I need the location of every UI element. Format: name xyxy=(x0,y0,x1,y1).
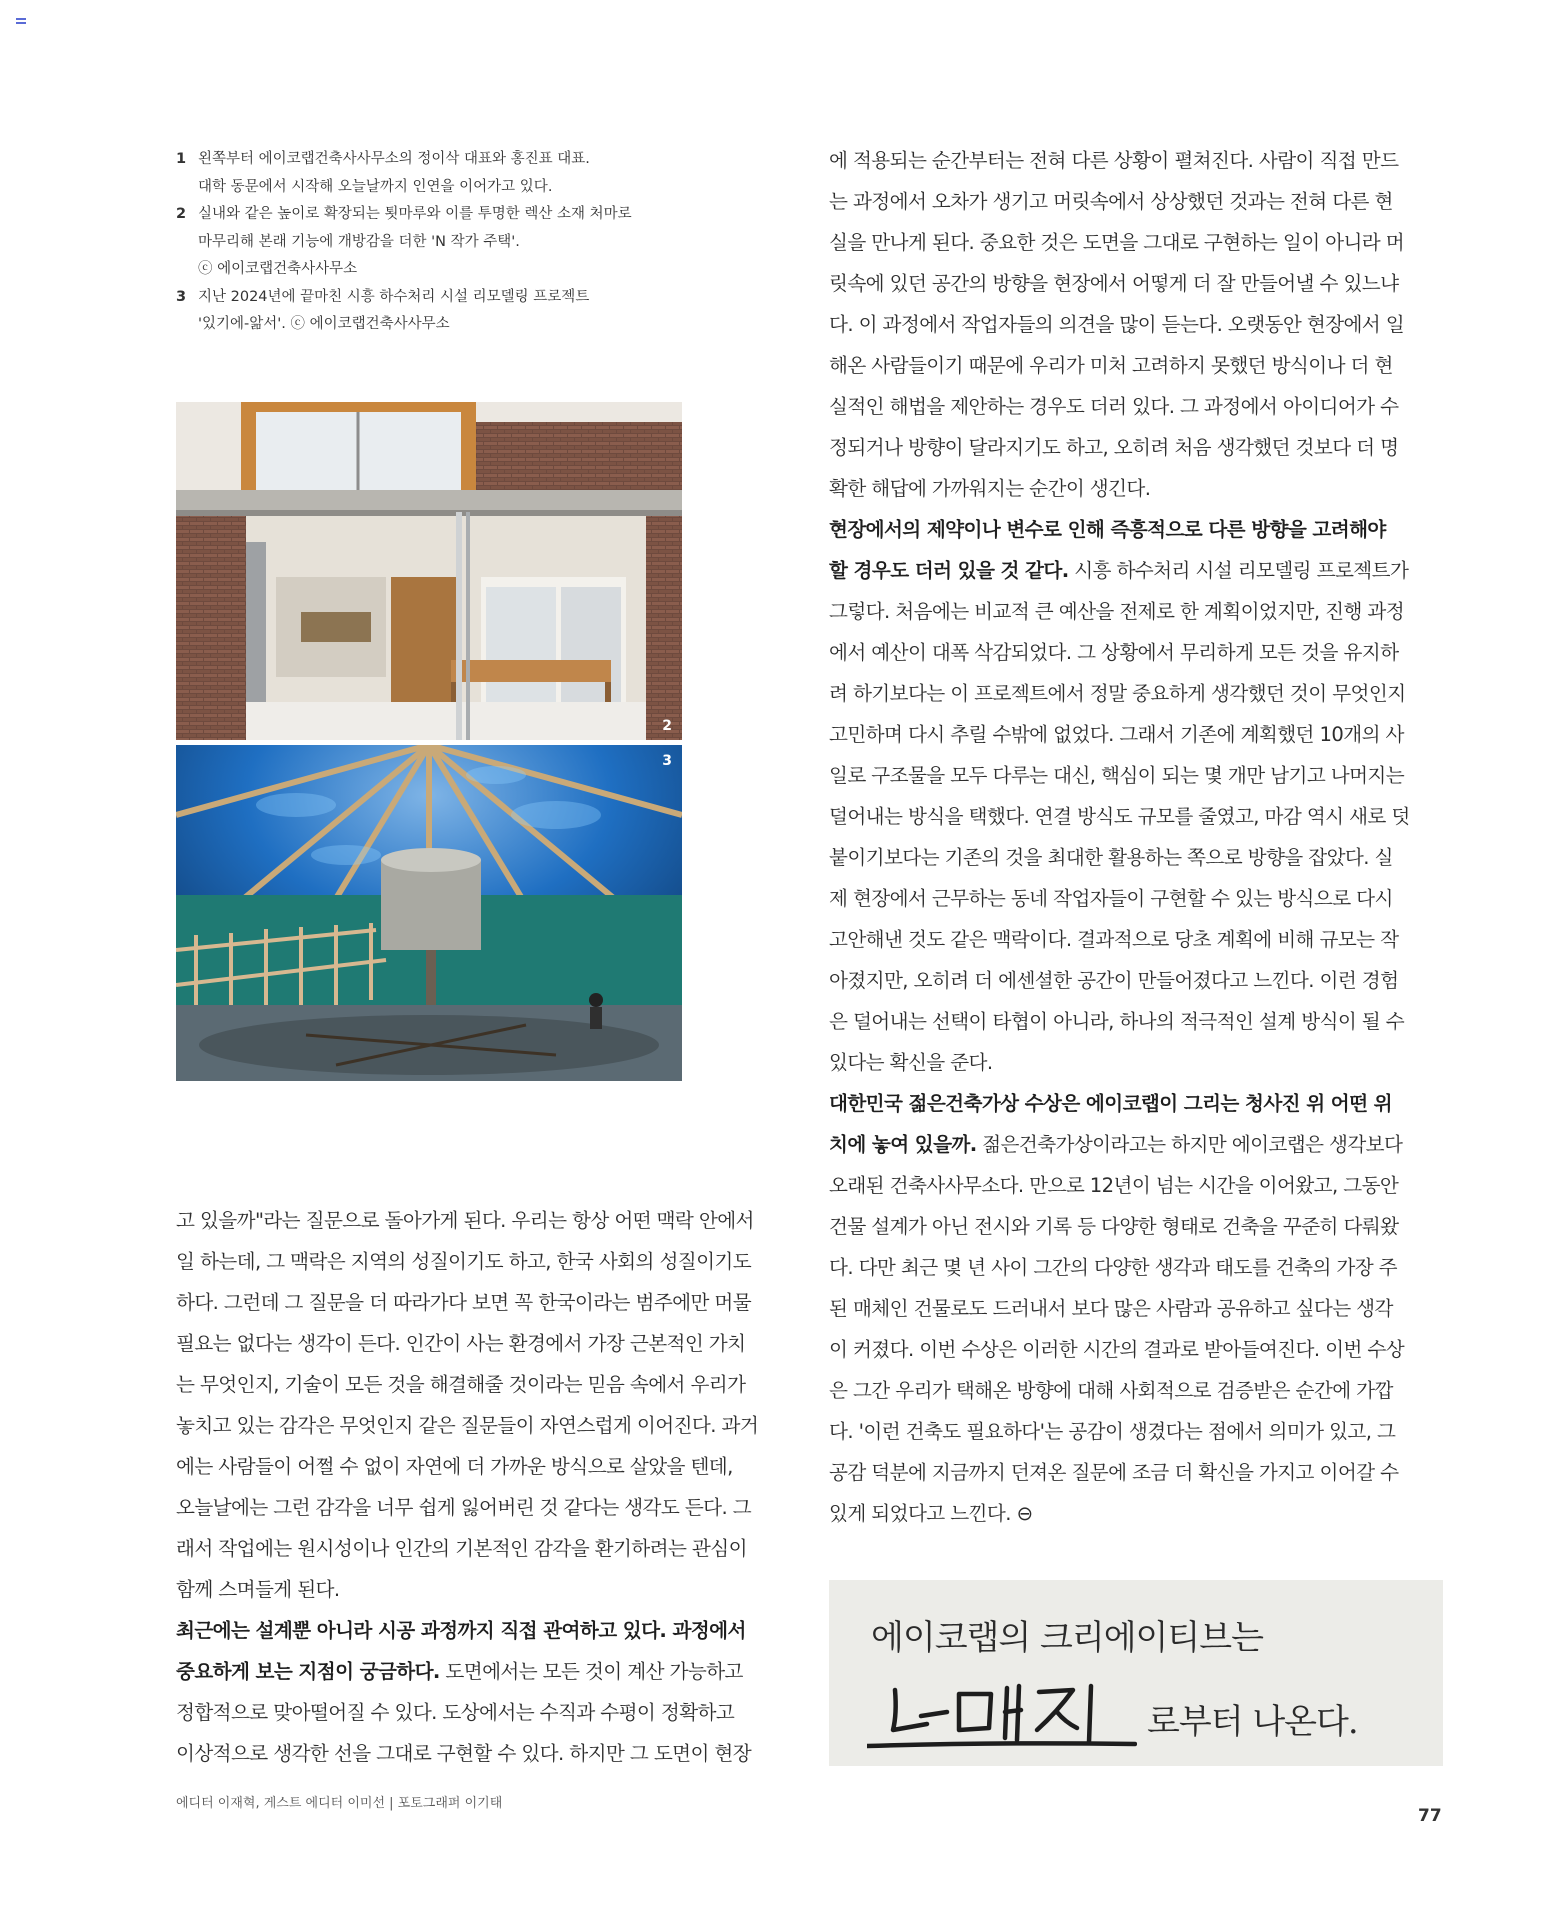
caption-2 xyxy=(176,201,696,284)
body-line: 는 과정에서 오차가 생기고 머릿속에서 상상했던 것과는 전혀 다른 현 xyxy=(829,190,1393,213)
pull-quote-box xyxy=(829,1580,1443,1766)
caption-3 xyxy=(176,284,696,339)
body-line: 고민하며 다시 추릴 수밖에 없었다. 그래서 기존에 계획했던 10개의 사 xyxy=(829,723,1404,746)
body-line: 실을 만나게 된다. 중요한 것은 도면을 그대로 구현하는 일이 아니라 머 xyxy=(829,231,1405,254)
body-line: 에 적용되는 순간부터는 전혀 다른 상황이 펼쳐진다. 사람이 직접 만드 xyxy=(829,149,1399,172)
interview-question-line: 할 경우도 더러 있을 것 같다. 시흥 하수처리 시설 리모델링 프로젝트가 xyxy=(829,559,1409,582)
body-line: 에는 사람들이 어쩔 수 없이 자연에 더 가까운 방식으로 살았을 텐데, xyxy=(176,1455,733,1478)
body-line: 덜어내는 방식을 택했다. 연결 방식도 규모를 줄였고, 마감 역시 새로 덧 xyxy=(829,805,1410,828)
body-line: 있게 되었다고 느낀다. ⊖ xyxy=(829,1502,1033,1525)
caption-line: 왼쪽부터 에이코랩건축사사무소의 정이삭 대표와 홍진표 대표. xyxy=(198,151,590,167)
body-line: 이상적으로 생각한 선을 그대로 구현할 수 있다. 하지만 그 도면이 현장 xyxy=(176,1742,752,1765)
body-line: 오늘날에는 그런 감각을 너무 쉽게 잃어버린 것 같다는 생각도 든다. 그 xyxy=(176,1496,752,1519)
body-line: 정되거나 방향이 달라지기도 하고, 오히려 처음 생각했던 것보다 더 명 xyxy=(829,436,1399,459)
body-line: 놓치고 있는 감각은 무엇인지 같은 질문들이 자연스럽게 이어진다. 과거 xyxy=(176,1414,759,1437)
body-line: 아졌지만, 오히려 더 에센셜한 공간이 만들어졌다고 느낀다. 이런 경험 xyxy=(829,969,1399,992)
page-number: 77 xyxy=(1418,1806,1442,1826)
pull-quote-line-2: 로부터 나온다. xyxy=(1147,1702,1358,1742)
body-line: 공감 덕분에 지금까지 던져온 질문에 조금 더 확신을 가지고 이어갈 수 xyxy=(829,1461,1399,1484)
caption-line: 대학 동문에서 시작해 오늘날까지 인연을 이어가고 있다. xyxy=(198,178,553,195)
photo-house-terrace xyxy=(176,402,682,740)
photo-number-badge: 2 xyxy=(662,718,672,734)
body-line: 확한 해답에 가까워지는 순간이 생긴다. xyxy=(829,477,1151,500)
body-line: 은 덜어내는 선택이 타협이 아니라, 하나의 적극적인 설계 방식이 될 수 xyxy=(829,1010,1405,1033)
dome-illustration xyxy=(176,745,682,1081)
interview-question-line: 중요하게 보는 지점이 궁금하다. 도면에서는 모든 것이 계산 가능하고 xyxy=(176,1660,743,1683)
body-line: 된 매체인 건물로도 드러내서 보다 많은 사람과 공유하고 싶다는 생각 xyxy=(829,1297,1393,1320)
body-line: 다. '이런 건축도 필요하다'는 공감이 생겼다는 점에서 의미가 있고, 그 xyxy=(829,1420,1396,1443)
body-line: 일로 구조물을 모두 다루는 대신, 핵심이 되는 몇 개만 남기고 나머지는 xyxy=(829,764,1405,787)
caption-line: 실내와 같은 높이로 확장되는 툇마루와 이를 투명한 렉산 소재 처마로 xyxy=(198,206,632,222)
body-line: 릿속에 있던 공간의 방향을 현장에서 어떻게 더 잘 만들어낼 수 있느냐 xyxy=(829,272,1399,295)
interview-question-line: 대한민국 젊은건축가상 수상은 에이코랩이 그리는 청사진 위 어떤 위 xyxy=(829,1092,1392,1115)
body-line: 함께 스며들게 된다. xyxy=(176,1578,340,1601)
body-line: 에서 예산이 대폭 삭감되었다. 그 상황에서 무리하게 모든 것을 유지하 xyxy=(829,641,1399,664)
caption-1 xyxy=(176,146,696,201)
body-column-left xyxy=(176,1200,792,1774)
body-line: 고안해낸 것도 같은 맥락이다. 결과적으로 당초 계획에 비해 규모는 작 xyxy=(829,928,1399,951)
body-line: 고 있을까"라는 질문으로 돌아가게 된다. 우리는 항상 어떤 맥락 안에서 xyxy=(176,1209,754,1232)
body-line: 제 현장에서 근무하는 동네 작업자들이 구현할 수 있는 방식으로 다시 xyxy=(829,887,1393,910)
interview-question-line: 치에 놓여 있을까. 젊은건축가상이라고는 하지만 에이코랩은 생각보다 xyxy=(829,1133,1403,1156)
house-illustration xyxy=(176,402,682,740)
photo-number-badge: 3 xyxy=(662,753,672,769)
interview-question-line: 최근에는 설계뿐 아니라 시공 과정까지 직접 관여하고 있다. 과정에서 xyxy=(176,1619,746,1642)
body-line: 래서 작업에는 원시성이나 인간의 기본적인 감각을 환기하려는 관심이 xyxy=(176,1537,747,1560)
body-line: 붙이기보다는 기존의 것을 최대한 활용하는 쪽으로 방향을 잡았다. 실 xyxy=(829,846,1393,869)
body-line: 해온 사람들이기 때문에 우리가 미처 고려하지 못했던 방식이나 더 현 xyxy=(829,354,1393,377)
body-line: 다. 다만 최근 몇 년 사이 그간의 다양한 생각과 태도를 건축의 가장 주 xyxy=(829,1256,1398,1279)
body-line: 려 하기보다는 이 프로젝트에서 정말 중요하게 생각했던 것이 무엇인지 xyxy=(829,682,1406,705)
caption-line: '있기에-앎서'. ⓒ 에이코랩건축사사무소 xyxy=(198,316,450,332)
body-line: 하다. 그런데 그 질문을 더 따라가다 보면 꼭 한국이라는 범주에만 머물 xyxy=(176,1291,752,1314)
caption-number: 2 xyxy=(176,206,187,222)
photo-credits: 에디터 이재혁, 게스트 에디터 이미선 | 포토그래퍼 이기태 xyxy=(176,1796,503,1811)
pull-quote-line-1: 에이코랩의 크리에이티브는 xyxy=(871,1618,1263,1658)
caption-number: 1 xyxy=(176,151,187,167)
body-column-right xyxy=(829,140,1445,1534)
body-line: 일 하는데, 그 맥락은 지역의 성질이기도 하고, 한국 사회의 성질이기도 xyxy=(176,1250,752,1273)
caption-number: 3 xyxy=(176,288,187,305)
photo-dome-interior xyxy=(176,745,682,1081)
photo-captions xyxy=(176,146,696,339)
interview-question-line: 현장에서의 제약이나 변수로 인해 즉흥적으로 다른 방향을 고려해야 xyxy=(829,518,1386,541)
body-line: 이 커졌다. 이번 수상은 이러한 시간의 결과로 받아들여진다. 이번 수상 xyxy=(829,1338,1405,1361)
body-line: 는 무엇인지, 기술이 모든 것을 해결해줄 것이라는 믿음 속에서 우리가 xyxy=(176,1373,746,1396)
corner-mark xyxy=(16,18,26,26)
body-line: 있다는 확신을 준다. xyxy=(829,1051,993,1074)
body-line: 필요는 없다는 생각이 든다. 인간이 사는 환경에서 가장 근본적인 가치 xyxy=(176,1332,746,1355)
body-line: 오래된 건축사사무소다. 만으로 12년이 넘는 시간을 이어왔고, 그동안 xyxy=(829,1174,1399,1197)
handwritten-word xyxy=(867,1672,1137,1752)
body-line: 건물 설계가 아닌 전시와 기록 등 다양한 형태로 건축을 꾸준히 다뤄왔 xyxy=(829,1215,1399,1238)
caption-line: 지난 2024년에 끝마친 시흥 하수처리 시설 리모델링 프로젝트 xyxy=(198,288,590,305)
caption-line: ⓒ 에이코랩건축사사무소 xyxy=(198,261,358,277)
caption-line: 마무리해 본래 기능에 개방감을 더한 'N 작가 주택'. xyxy=(198,233,520,250)
handwritten-word-text xyxy=(867,1672,1029,1752)
body-line: 그렇다. 처음에는 비교적 큰 예산을 전제로 한 계획이었지만, 진행 과정 xyxy=(829,600,1405,623)
body-line: 다. 이 과정에서 작업자들의 의견을 많이 듣는다. 오랫동안 현장에서 일 xyxy=(829,313,1405,336)
body-line: 정합적으로 맞아떨어질 수 있다. 도상에서는 수직과 수평이 정확하고 xyxy=(176,1701,735,1724)
body-line: 은 그간 우리가 택해온 방향에 대해 사회적으로 검증받은 순간에 가깝 xyxy=(829,1379,1393,1402)
body-line: 실적인 해법을 제안하는 경우도 더러 있다. 그 과정에서 아이디어가 수 xyxy=(829,395,1399,418)
